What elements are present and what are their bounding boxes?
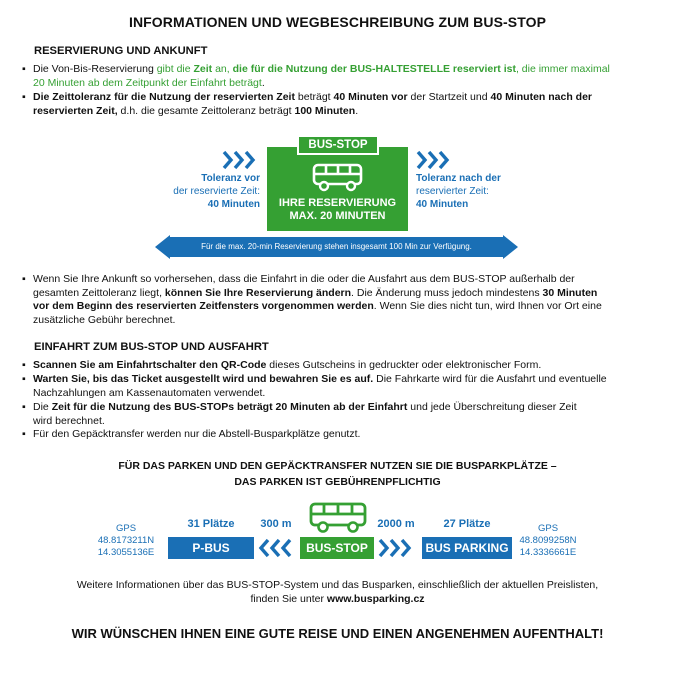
tolerance-before: Toleranz vor der reservierte Zeit: 40 Minuten [173, 173, 260, 210]
right-distance: 2000 m [377, 518, 415, 530]
chevrons-right-icon [222, 150, 262, 170]
right-gps: GPS 48.8099258N 14.3336661E [519, 523, 577, 558]
bullet-tolerance: ▪ Die Zeittoleranz für die Nutzung der reservierten Zeit beträgt 40 Minuten vor der Startzeit und 40 Minuten nach der reservierten Zeit, d.h. die gesamte Zeittoleranz beträgt 100 Minuten. [22, 91, 593, 117]
bus-icon [311, 163, 365, 193]
bullet-marker: ▪ [22, 401, 26, 413]
bus-parking-label: BUS PARKING [422, 537, 512, 559]
chevrons-left-icon [258, 538, 298, 558]
bus-icon [308, 502, 368, 534]
section-heading-reservation: RESERVIERUNG UND ANKUNFT [34, 45, 208, 57]
bullet-reservation-window: ▪ Die Von-Bis-Reservierung gibt die Zeit an, die für die Nutzung der BUS-HALTESTELLE reserviert ist, die immer maximal 20 Minuten ab dem Zeitpunkt der Einfahrt beträgt. [22, 63, 610, 89]
tolerance-after: Toleranz nach der reservierter Zeit: 40 Minuten [416, 173, 501, 210]
left-distance: 300 m [260, 518, 292, 530]
arrow-right-icon [503, 235, 518, 259]
arrow-left-icon [155, 235, 170, 259]
bullet-marker: ▪ [22, 273, 26, 285]
chevrons-right-icon [378, 538, 418, 558]
bus-stop-pill: BUS-STOP [300, 537, 374, 559]
left-places: 31 Plätze [187, 518, 235, 530]
bullet-scan-qr: ▪ Scannen Sie am Einfahrtschalter den QR-Code dieses Gutscheins in gedruckter oder elektronischer Form. [22, 359, 542, 371]
bullet-luggage: ▪ Für den Gepäcktransfer werden nur die Abstell-Busparkplätze genutzt. [22, 428, 361, 440]
section-heading-entry: EINFAHRT ZUM BUS-STOP UND AUSFAHRT [34, 341, 269, 353]
reservation-text: IHRE RESERVIERUNG MAX. 20 MINUTEN [278, 197, 397, 222]
bullet-usage-time: ▪ Die Zeit für die Nutzung des BUS-STOPs beträgt 20 Minuten ab der Einfahrt und jede Überschreitung dieser Zeit wird berechnet. [22, 401, 577, 427]
page-title: INFORMATIONEN UND WEGBESCHREIBUNG ZUM BUS-STOP [128, 14, 547, 30]
left-gps: GPS 48.8173211N 14.3055136E [97, 523, 155, 558]
bullet-ticket: ▪ Warten Sie, bis das Ticket ausgestellt wird und bewahren Sie es auf. Die Fahrkarte wird für die Ausfahrt und eventuelle Nachzahlungen am Kassenautomaten verwendet. [22, 373, 607, 399]
bullet-marker: ▪ [22, 373, 26, 385]
bullet-marker: ▪ [22, 91, 26, 103]
bullet-marker: ▪ [22, 63, 26, 75]
farewell-message: WIR WÜNSCHEN IHNEN EINE GUTE REISE UND EINEN ANGENEHMEN AUFENTHALT! [71, 626, 604, 641]
website-link[interactable]: www.busparking.cz [326, 592, 425, 605]
chevrons-right-icon [416, 150, 456, 170]
bullet-marker: ▪ [22, 359, 26, 371]
bus-stop-label: BUS-STOP [297, 135, 379, 155]
right-places: 27 Plätze [443, 518, 491, 530]
bullet-change-reservation: ▪ Wenn Sie Ihre Ankunft so vorhersehen, dass die Einfahrt in die oder die Ausfahrt aus dem BUS-STOP außerhalb der gesamten Zeittoleranz liegt, können Sie Ihre Reservierung ändern. Die Änderung muss jedoch mindestens 30 Minuten vor dem Beginn des reservierten Zeitfensters vorgenommen werden. Wenn Sie dies nicht tun, wird Ihnen vor Ort eine zusätzliche Gebühr berechnet. [22, 273, 602, 326]
more-info-text: Weitere Informationen über das BUS-STOP-System und das Busparken, einschließlich der aktuellen Preislisten, finden Sie unter www.busparking.cz [76, 579, 599, 605]
total-time-bar: Für die max. 20-min Reservierung stehen insgesamt 100 Min zur Verfügung. [169, 237, 504, 257]
parking-notice: FÜR DAS PARKEN UND DEN GEPÄCKTRANSFER NUTZEN SIE DIE BUSPARKPLÄTZE – DAS PARKEN IST GEBÜHRENPFLICHTIG [118, 460, 557, 488]
p-bus-label: P-BUS [168, 537, 254, 559]
bullet-marker: ▪ [22, 428, 26, 440]
